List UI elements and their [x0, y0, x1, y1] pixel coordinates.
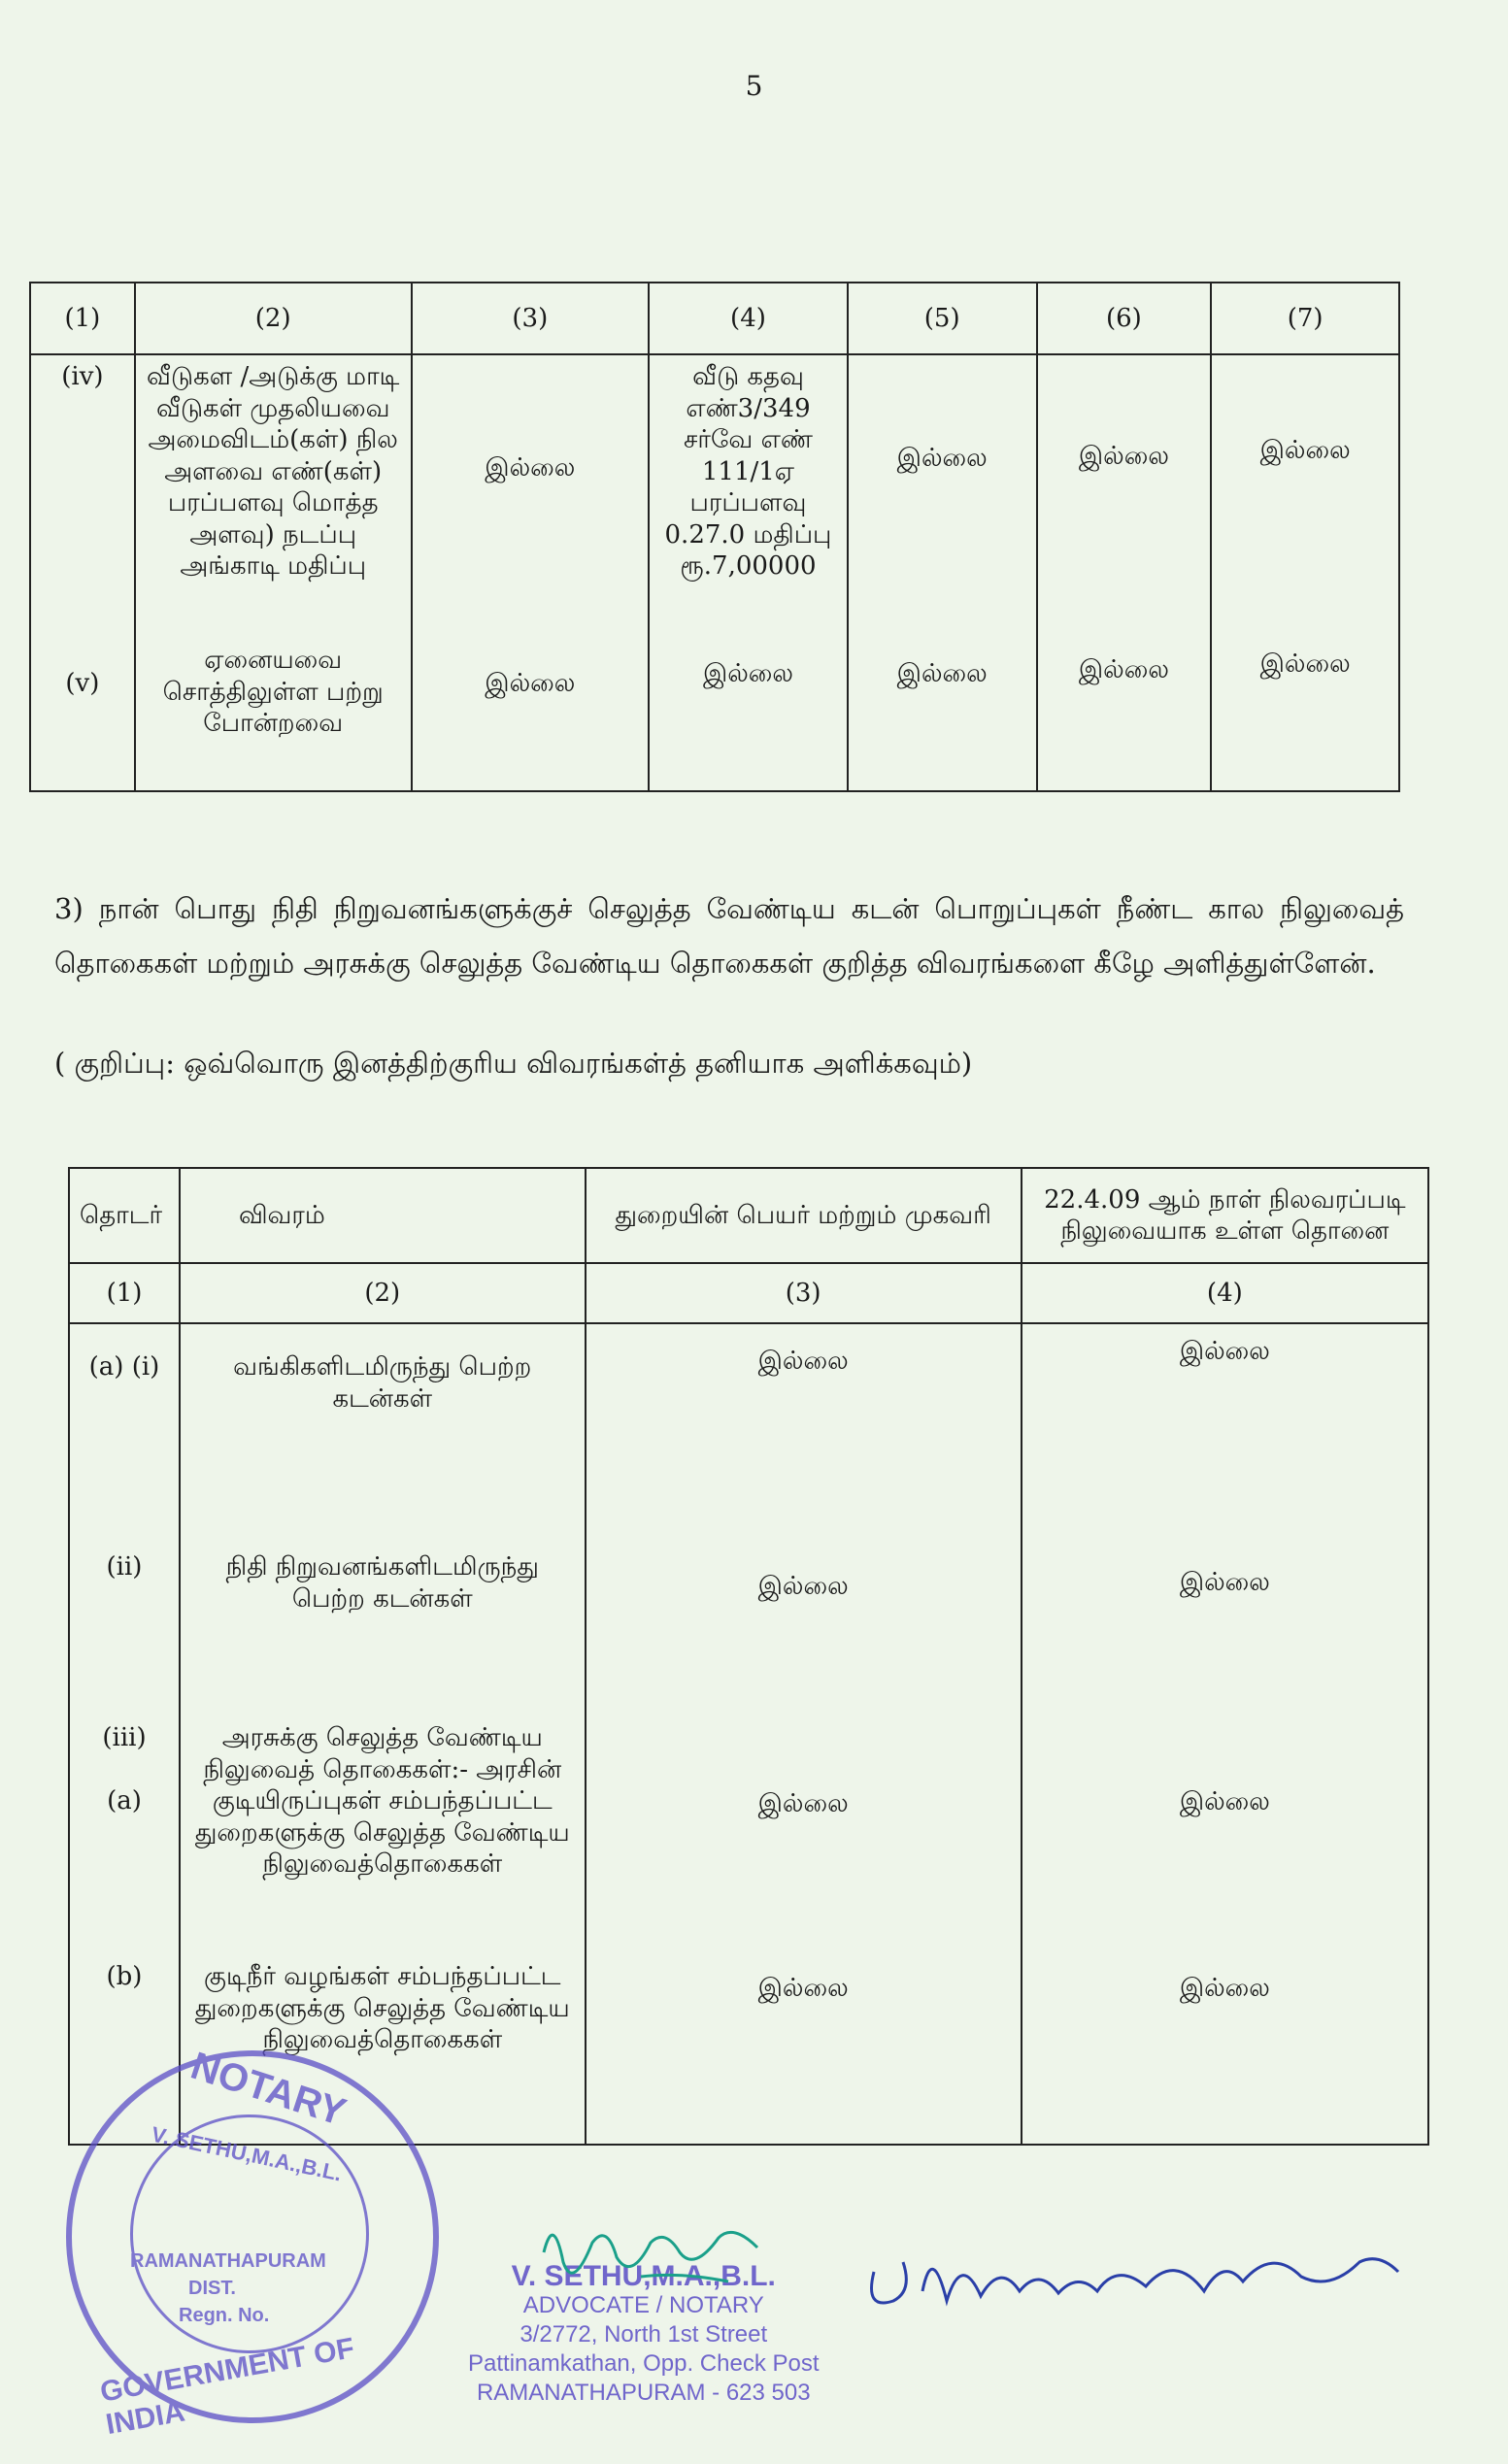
row-description: வீடுகள /அடுக்கு மாடி வீடுகள் முதலியவை அமைவிடம்(கள்) நில அளவை எண்(கள்) பரப்பளவு மொத்த அளவு) நடப்பு அங்காடி மதிப்பு — [135, 354, 412, 639]
table-row — [69, 1323, 1428, 1544]
header-cell: (1) — [30, 283, 135, 354]
table-row — [69, 1715, 1428, 1953]
cell-value: இல்லை — [412, 639, 649, 791]
header-cell: விவரம் — [180, 1168, 586, 1263]
liabilities-table — [68, 1167, 1429, 2146]
header-cell: (6) — [1037, 283, 1212, 354]
cell-value: இல்லை — [649, 639, 848, 791]
seal-address-2: Pattinamkathan, Opp. Check Post — [468, 2350, 820, 2377]
header-cell: (2) — [135, 283, 412, 354]
cell-value: வீடு கதவு எண்3/349 சர்வே எண் 111/1ஏ பரப்பளவு 0.27.0 மதிப்பு ரூ.7,00000 — [649, 354, 848, 639]
row-description: வங்கிகளிடமிருந்து பெற்ற கடன்கள் — [180, 1323, 586, 1544]
stamp-top-text: NOTARY — [185, 2044, 352, 2135]
cell-value: இல்லை — [586, 1953, 1022, 2145]
liabilities-paragraph — [54, 882, 1404, 990]
row-index: (iv) — [30, 354, 135, 639]
header-cell: (4) — [649, 283, 848, 354]
header-cell: 22.4.09 ஆம் நாள் நிலவரப்படி நிலுவையாக உள்ள தொனை — [1022, 1168, 1428, 1263]
seal-title: ADVOCATE / NOTARY — [522, 2292, 764, 2318]
seal-address-3: RAMANATHAPURAM - 623 503 — [476, 2380, 811, 2406]
seal-address-1: 3/2772, North 1st Street — [519, 2321, 768, 2347]
cell-value: இல்லை — [586, 1323, 1022, 1544]
row-index: (v) — [30, 639, 135, 791]
table-header-row — [30, 283, 1399, 354]
header-cell: (3) — [412, 283, 649, 354]
stamp-district-text: DIST. — [188, 2278, 236, 2299]
paragraph-text: 3) நான் பொது நிதி நிறுவனங்களுக்குச் செலுத்த வேண்டிய கடன் பொறுப்புகள் நீண்ட கால நிலுவைத் தொகைகள் மற்றும் அரசுக்கு செலுத்த வேண்டிய தொகைகள் குறித்த விவரங்களை கீழே அளித்துள்ளேன். — [54, 892, 1404, 980]
cell-value: இல்லை — [586, 1715, 1022, 1953]
cell-value: இல்லை — [1211, 639, 1399, 791]
applicant-signature — [855, 2233, 1418, 2330]
row-description: குடிநீர் வழங்கள் சம்பந்தப்பட்ட துறைகளுக்கு செலுத்த வேண்டிய நிலுவைத்தொகைகள் — [180, 1953, 586, 2145]
stamp-name-text: V. SETHU,M.A.,B.L. — [149, 2121, 345, 2186]
cell-value: இல்லை — [412, 354, 649, 639]
stamp-regn-text: Regn. No. — [179, 2305, 270, 2326]
cell-value: இல்லை — [1022, 1544, 1428, 1715]
header-cell: (5) — [848, 283, 1037, 354]
cell-value: இல்லை — [848, 354, 1037, 639]
seal-name: V. SETHU,M.A.,B.L. — [511, 2260, 776, 2292]
cell-value: இல்லை — [1211, 354, 1399, 639]
header-cell: (7) — [1211, 283, 1399, 354]
subheader-cell: (1) — [69, 1263, 180, 1323]
table-subheader-row — [69, 1263, 1428, 1323]
note-text: ( குறிப்பு: ஒவ்வொரு இனத்திற்குரிய விவரங்கள்த் தனியாக அளிக்கவும்) — [54, 1047, 973, 1080]
header-cell: தொடர் — [69, 1168, 180, 1263]
row-description: அரசுக்கு செலுத்த வேண்டிய நிலுவைத் தொகைகள்:- அரசின் குடியிருப்புகள் சம்பந்தப்பட்ட துறைகளுக்கு செலுத்த வேண்டிய நிலுவைத்தொகைகள் — [180, 1715, 586, 1953]
subheader-cell: (2) — [180, 1263, 586, 1323]
property-table — [29, 282, 1400, 792]
row-index — [69, 1715, 180, 1953]
row-index: (b) — [69, 1953, 180, 2145]
table-row — [30, 354, 1399, 639]
row-index: (a) (i) — [69, 1323, 180, 1544]
header-cell: துறையின் பெயர் மற்றும் முகவரி — [586, 1168, 1022, 1263]
cell-value: இல்லை — [1022, 1323, 1428, 1544]
page-number: 5 — [745, 70, 763, 102]
cell-value: இல்லை — [1037, 639, 1212, 791]
table-row — [30, 639, 1399, 791]
notary-stamp — [66, 2044, 439, 2442]
table-row — [69, 1544, 1428, 1715]
row-description: ஏனையவை சொத்திலுள்ள பற்று போன்றவை — [135, 639, 412, 791]
cell-value: இல்லை — [1037, 354, 1212, 639]
notary-signature — [524, 2204, 796, 2311]
cell-value: இல்லை — [1022, 1953, 1428, 2145]
row-index-iii: (iii) — [102, 1723, 147, 1752]
row-index-a: (a) — [107, 1785, 142, 1815]
stamp-place-text: RAMANATHAPURAM — [130, 2250, 326, 2272]
cell-value: இல்லை — [586, 1544, 1022, 1715]
table-header-row — [69, 1168, 1428, 1263]
subheader-cell: (4) — [1022, 1263, 1428, 1323]
cell-value: இல்லை — [1022, 1715, 1428, 1953]
subheader-cell: (3) — [586, 1263, 1022, 1323]
stamp-bottom-text: GOVERNMENT OF INDIA — [97, 2332, 357, 2442]
row-index: (ii) — [69, 1544, 180, 1715]
row-description: நிதி நிறுவனங்களிடமிருந்து பெற்ற கடன்கள் — [180, 1544, 586, 1715]
cell-value: இல்லை — [848, 639, 1037, 791]
